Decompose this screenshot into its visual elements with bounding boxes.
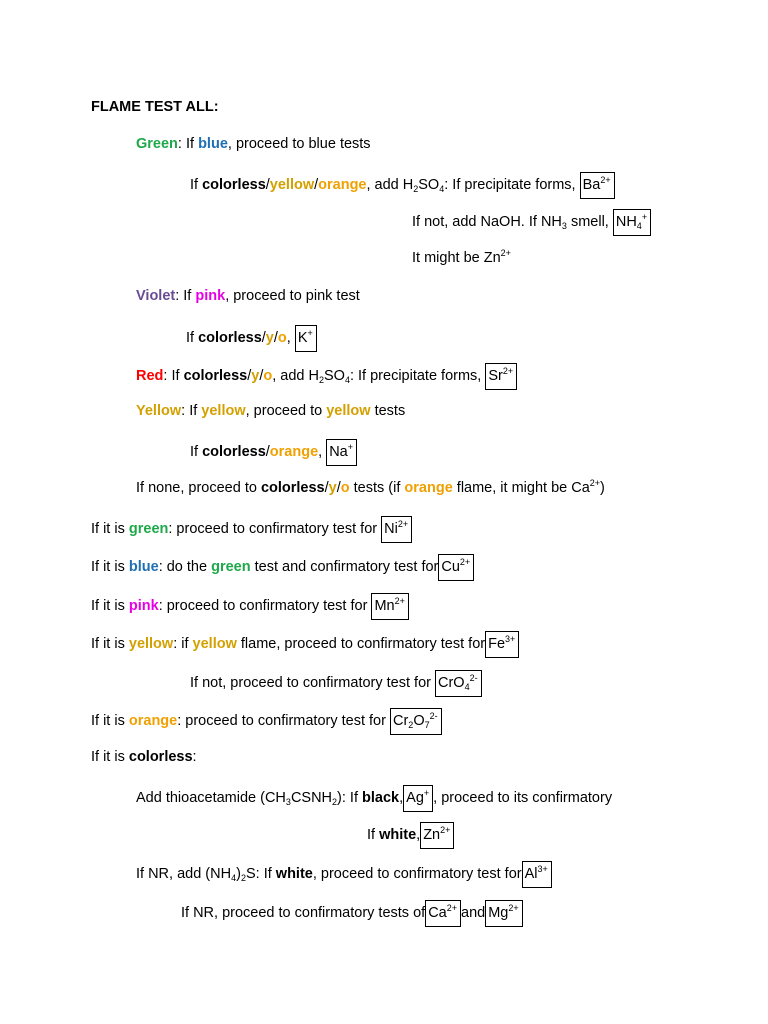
chromate-line: If not, proceed to confirmatory test for CrO$_4^{2-}$ [190, 670, 482, 697]
violet-colorless-line: If colorless/y/o, K+ [186, 325, 317, 352]
white-zn-line: If white, $Zn^{2+}$ [367, 822, 454, 849]
ion-box-k: K+ [295, 325, 317, 352]
yellow-flame-line: Yellow: If yellow, proceed to yellow tests [136, 403, 406, 419]
thioacetamide-line: Add thioacetamide $(CH_3CSNH_2)$: If black, Ag+ , proceed to its confirmatory [136, 785, 612, 812]
solution-pink-line: If it is pink: proceed to confirmatory test for $Mn^{2+}$ [91, 593, 409, 620]
ion-box-ca: $Ca^{2+}$ [425, 900, 461, 927]
green-colorless-line: If colorless/yellow/orange, add $H_2SO_4$: If precipitate forms, $Ba^{2+}$ [190, 172, 615, 199]
none-line: If none, proceed to colorless/y/o tests (if orange flame, it might be $Ca^{2+}$) [136, 478, 605, 496]
violet-flame-line: Violet: If pink, proceed to pink test [136, 288, 360, 304]
ammonium-sulfide-line: If NR, add $(NH_4)_2S$: If white, proceed to confirmatory test for $Al^{3+}$ [136, 861, 552, 888]
ion-box-cr2o7: $Cr_2O_7^{2-}$ [390, 708, 442, 735]
solution-green-line: If it is green: proceed to confirmatory test for $Ni^{2+}$ [91, 516, 412, 543]
yellow-colorless-line: If colorless/orange, Na+ [190, 439, 357, 466]
ion-box-ag: Ag+ [403, 785, 433, 812]
page-title: FLAME TEST ALL: [91, 99, 219, 115]
ion-box-ba: $Ba^{2+}$ [580, 172, 615, 199]
solution-colorless-line: If it is colorless: [91, 749, 197, 765]
ion-box-cu: $Cu^{2+}$ [438, 554, 474, 581]
ca-mg-line: If NR, proceed to confirmatory tests of $Ca^{2+}$ and $Mg^{2+}$ [181, 900, 523, 927]
solution-yellow-line: If it is yellow: if yellow flame, proceed to confirmatory test for $Fe^{3+}$ [91, 631, 519, 658]
solution-blue-line: If it is blue: do the green test and confirmatory test for $Cu^{2+}$ [91, 554, 474, 581]
ion-box-sr: $Sr^{2+}$ [485, 363, 517, 390]
naoh-line: If not, add NaOH. If $NH_3$ smell, $NH_4^+$ [412, 209, 651, 236]
ion-box-mn: $Mn^{2+}$ [371, 593, 408, 620]
ion-box-nh4: $NH_4^+$ [613, 209, 651, 236]
ion-box-ni: $Ni^{2+}$ [381, 516, 412, 543]
ion-box-al: $Al^{3+}$ [522, 861, 552, 888]
zn-possible-line: It might be $Zn^{2+}$ [412, 248, 511, 266]
ion-box-fe: $Fe^{3+}$ [485, 631, 519, 658]
green-flame-line: Green: If blue, proceed to blue tests [136, 136, 371, 152]
ion-box-na: Na+ [326, 439, 357, 466]
solution-orange-line: If it is orange: proceed to confirmatory test for $Cr_2O_7^{2-}$ [91, 708, 442, 735]
red-flame-line: Red: If colorless/y/o, add $H_2SO_4$: If precipitate forms, $Sr^{2+}$ [136, 363, 517, 390]
ion-box-mg: $Mg^{2+}$ [485, 900, 522, 927]
ion-box-zn: $Zn^{2+}$ [420, 822, 454, 849]
ion-box-cro4: CrO$_4^{2-}$ [435, 670, 482, 697]
